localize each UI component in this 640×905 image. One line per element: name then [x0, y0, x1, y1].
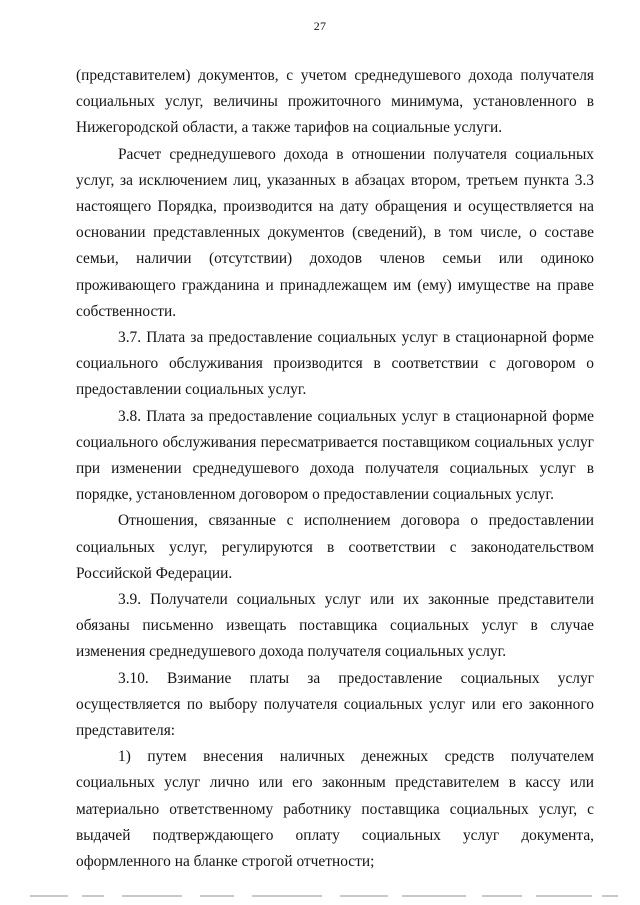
- paragraph-clause-3-10: 3.10. Взимание платы за предоставление социальных услуг осуществляется по выбору получателя социальных услуг или его законного представителя:: [76, 669, 594, 740]
- paragraph-income-basis: (представителем) документов, с учетом среднедушевого дохода получателя социальных услуг, величины прожиточного минимума, установленного в Нижегородской области, а также тарифов на социальные услуги.: [76, 67, 594, 137]
- page-number: 27: [313, 19, 327, 33]
- paragraph-clause-3-9: 3.9. Получатели социальных услуг или их законные представители обязаны письменно извещать поставщика социальных услуг в случае изменения среднедушевого дохода получателя социальных услуг.: [76, 591, 594, 661]
- scan-footer-artifact: [30, 893, 620, 899]
- paragraph-clause-3-7: 3.7. Плата за предоставление социальных услуг в стационарной форме социального обслуживания производится в соответствии с договором о предоставлении социальных услуг.: [76, 329, 594, 399]
- paragraph-clause-3-8: 3.8. Плата за предоставление социальных услуг в стационарной форме социального обслуживания пересматривается поставщиком социальных услуг при изменении среднедушевого дохода получателя социальных услуг в порядке, установленном договором о предоставлении социальных услуг.: [76, 407, 594, 504]
- paragraph-payment-method-1: 1) путем внесения наличных денежных средств получателем социальных услуг лично или его законным представителем в кассу или материально ответственному работнику поставщика социальных услуг, с выдачей подтверждающего оплату социальных услуг документа, оформленного на бланке строгой отчетности;: [76, 748, 594, 871]
- paragraph-income-calculation: Расчет среднедушевого дохода в отношении получателя социальных услуг, за исключением лиц, указанных в абзацах втором, третьем пункта 3.3 настоящего Порядка, производится на дату обращения и осуществляется на основании представленных документов (сведений), в том числе, о составе семьи, наличии (отсутствии) доходов членов семьи или одиноко проживающего гражданина и принадлежащем им (ему) имуществе на праве собственности.: [76, 145, 594, 320]
- paragraph-contract-relations: Отношения, связанные с исполнением договора о предоставлении социальных услуг, регулируются в соответствии с законодательством Российской Федерации.: [76, 512, 594, 582]
- document-body: [76, 63, 594, 875]
